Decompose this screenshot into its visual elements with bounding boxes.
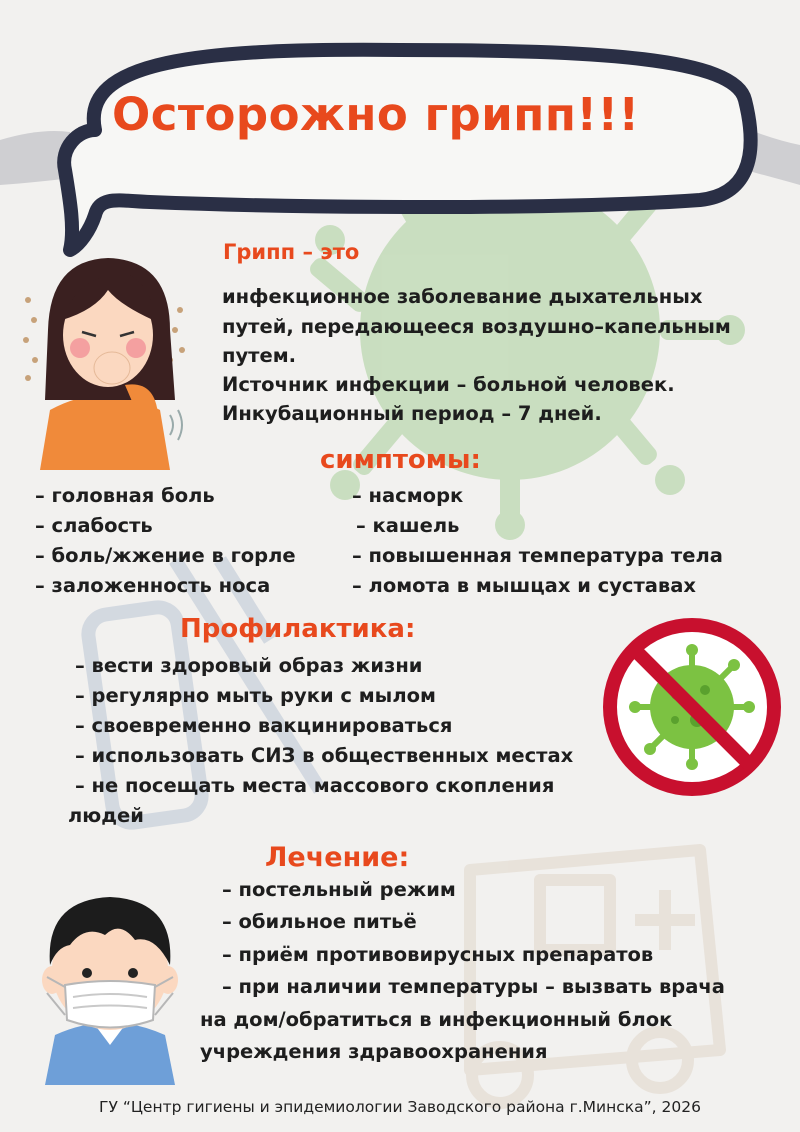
symptom-item: – боль/жжение в горле	[35, 544, 296, 567]
symptom-item: – ломота в мышцах и суставах	[352, 574, 697, 597]
symptom-item: – заложенность носа	[35, 574, 271, 597]
page-title: Осторожно грипп!!!	[112, 88, 640, 141]
intro-line: инфекционное заболевание дыхательных	[222, 285, 703, 308]
symptoms-heading: симптомы:	[320, 445, 481, 475]
symptom-item: – насморк	[352, 484, 464, 507]
treatment-heading: Лечение:	[265, 842, 410, 873]
treatment-item: на дом/обратиться в инфекционный блок	[200, 1008, 673, 1031]
symptom-item: – кашель	[356, 514, 460, 537]
sneezing-woman-icon	[20, 250, 190, 470]
symptom-item: – головная боль	[35, 484, 215, 507]
treatment-item: – приём противовирусных препаратов	[222, 943, 654, 966]
intro-line: Инкубационный период – 7 дней.	[222, 402, 602, 425]
intro-line: путем.	[222, 344, 297, 367]
prevention-heading: Профилактика:	[180, 614, 416, 644]
prevention-item: – не посещать места массового скопления	[75, 774, 555, 797]
no-virus-sign-icon	[597, 612, 787, 802]
treatment-item: – обильное питьё	[222, 910, 417, 933]
treatment-item: – при наличии температуры – вызвать врача	[222, 975, 725, 998]
intro-line: путей, передающееся воздушно–капельным	[222, 315, 731, 338]
mask-boy-icon	[25, 885, 195, 1085]
footer-text: ГУ “Центр гигиены и эпидемиологии Заводского района г.Минска”, 2026	[99, 1098, 701, 1116]
prevention-item: – использовать СИЗ в общественных местах	[75, 744, 574, 767]
symptom-item: – слабость	[35, 514, 153, 537]
prevention-item: – своевременно вакцинироваться	[75, 714, 453, 737]
prevention-item: людей	[68, 804, 144, 827]
treatment-item: – постельный режим	[222, 878, 456, 901]
intro-line: Источник инфекции – больной человек.	[222, 373, 675, 396]
treatment-item: учреждения здравоохранения	[200, 1040, 548, 1063]
prevention-item: – вести здоровый образ жизни	[75, 654, 423, 677]
symptom-item: – повышенная температура тела	[352, 544, 723, 567]
prevention-item: – регулярно мыть руки с мылом	[75, 684, 436, 707]
intro-heading: Грипп – это	[223, 240, 360, 264]
